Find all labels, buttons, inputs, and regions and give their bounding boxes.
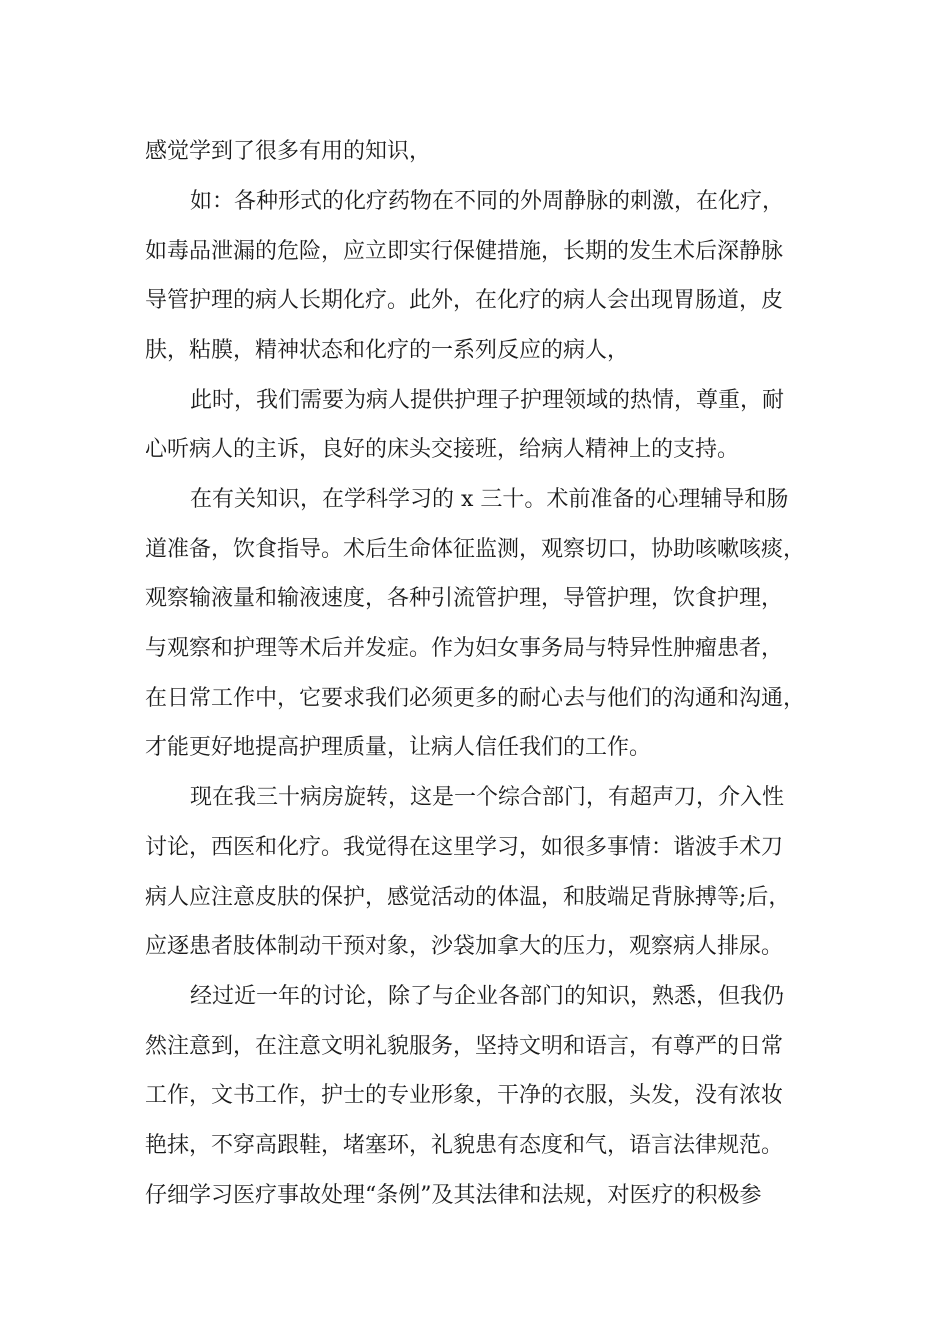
paragraph-start-line: 经过近一年的讨论，除了与企业各部门的知识，熟悉，但我仍 xyxy=(190,984,785,1009)
text-line: 工作，文书工作，护士的专业形象，干净的衣服，头发，没有浓妆 xyxy=(145,1083,784,1108)
paragraph-start-line: 此时，我们需要为病人提供护理子护理领域的热情，尊重，耐 xyxy=(190,388,785,413)
text-line: 道准备，饮食指导。术后生命体征监测，观察切口，协助咳嗽咳痰， xyxy=(145,537,806,562)
text-line: 才能更好地提高护理质量，让病人信任我们的工作。 xyxy=(145,735,652,760)
paragraph-start-line: 现在我三十病房旋转，这是一个综合部门，有超声刀，介入性 xyxy=(190,785,785,810)
text-line: 讨论，西医和化疗。我觉得在这里学习，如很多事情：谐波手术刀 xyxy=(145,835,784,860)
text-line: 导管护理的病人长期化疗。此外，在化疗的病人会出现胃肠道，皮 xyxy=(145,288,784,313)
text-line: 然注意到，在注意文明礼貌服务，坚持文明和语言，有尊严的日常 xyxy=(145,1034,784,1059)
text-line: 与观察和护理等术后并发症。作为妇女事务局与特异性肿瘤患者， xyxy=(145,636,784,661)
text-line: 应逐患者肢体制动干预对象，沙袋加拿大的压力，观察病人排尿。 xyxy=(145,934,784,959)
text-line: 肤，粘膜，精神状态和化疗的一系列反应的病人， xyxy=(145,338,630,363)
text-line: 艳抹，不穿高跟鞋，堵塞环，礼貌患有态度和气，语言法律规范。 xyxy=(145,1133,784,1158)
text-line: 病人应注意皮肤的保护，感觉活动的体温，和肢端足背脉搏等;后， xyxy=(145,885,791,910)
text-line: 如毒品泄漏的危险，应立即实行保健措施，长期的发生术后深静脉 xyxy=(145,239,784,264)
paragraph-start-line: 如：各种形式的化疗药物在不同的外周静脉的刺激，在化疗， xyxy=(190,189,785,214)
text-line: 观察输液量和输液速度，各种引流管护理，导管护理，饮食护理， xyxy=(145,586,784,611)
text-line: 在日常工作中，它要求我们必须更多的耐心去与他们的沟通和沟通， xyxy=(145,686,806,711)
text-line: 感觉学到了很多有用的知识， xyxy=(145,139,432,164)
paragraph-start-line: 在有关知识，在学科学习的 x 三十。术前准备的心理辅导和肠 xyxy=(190,487,789,512)
text-line: 心听病人的主诉，良好的床头交接班，给病人精神上的支持。 xyxy=(145,437,740,462)
text-line: 仔细学习医疗事故处理“条例”及其法律和法规，对医疗的积极参 xyxy=(145,1183,762,1208)
